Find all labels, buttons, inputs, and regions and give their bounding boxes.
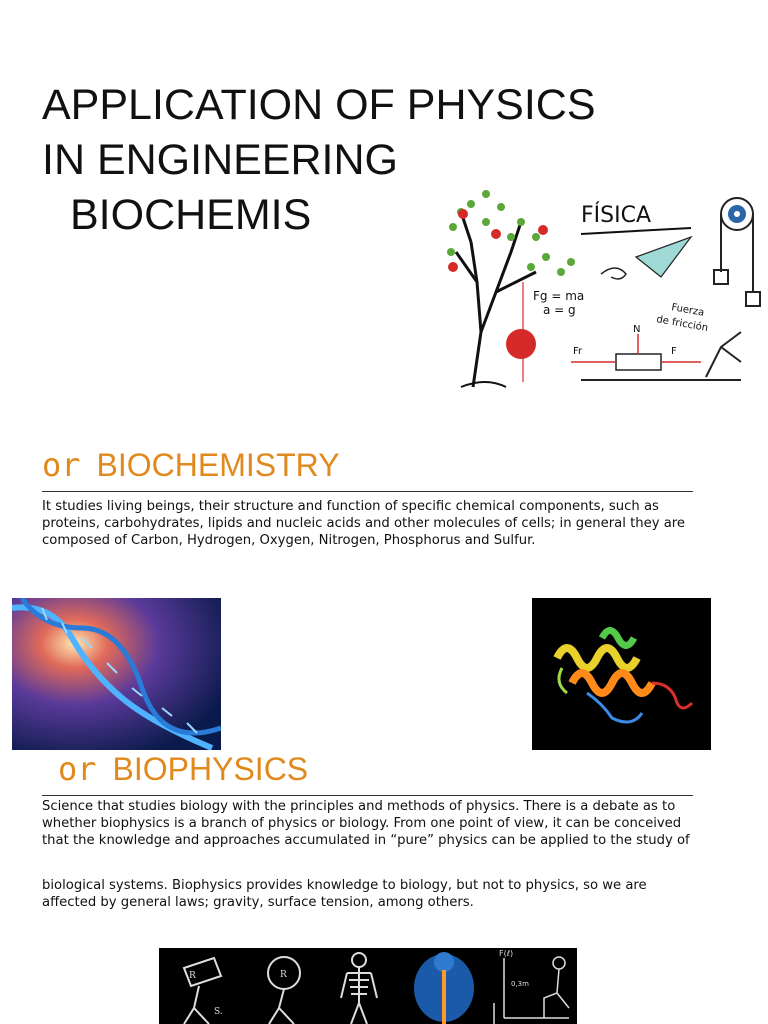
section-heading-biophysics — [58, 750, 308, 788]
formula-1: Fg = ma — [533, 289, 585, 303]
dna-helix-image — [12, 598, 221, 750]
heading-label: BIOCHEMISTRY — [96, 447, 340, 483]
formula-2: a = g — [543, 303, 576, 317]
bullet-marker: or — [42, 446, 81, 484]
section-divider — [42, 491, 693, 492]
section-heading-biochemistry — [42, 446, 340, 484]
biophysics-paragraph-1: Science that studies biology with the principles and methods of physics. There is a debate as to whether biophysics is a branch of physics or biology. From one point of view, it can be conceived that the knowledge and approaches accumulated in “pure” physics can be applied to the study of — [42, 799, 690, 848]
force-left-label: Fr — [573, 346, 583, 357]
title-line-3: BIOCHEMIS — [70, 191, 312, 239]
heading-label: BIOPHYSICS — [112, 751, 309, 787]
s-label: S. — [214, 1007, 223, 1017]
physics-sketch-image — [441, 182, 765, 392]
force-right-label: F — [671, 346, 677, 357]
sketch-heading: FÍSICA — [581, 203, 652, 228]
paper-plane — [636, 237, 691, 277]
tree-leaves — [447, 190, 575, 276]
r-label-1: R — [189, 971, 196, 981]
force-label: F(ℓ) — [499, 949, 514, 958]
protein-structure-image — [532, 598, 711, 750]
title-line-2: IN ENGINEERING — [42, 136, 398, 184]
normal-force-label: N — [633, 324, 641, 335]
block-and-forces — [571, 332, 741, 380]
friction-label-2: de fricción — [655, 314, 709, 335]
bullet-marker: or — [58, 750, 97, 788]
title-line-1: APPLICATION OF PHYSICS — [42, 81, 596, 129]
section-divider — [42, 795, 693, 796]
biophysics-figures-image — [159, 948, 577, 1024]
pulley — [714, 198, 760, 306]
biophysics-paragraph-2: biological systems. Biophysics provides knowledge to biology, but not to physics, so we are affected by general laws; gravity, surface tension, among others. — [42, 878, 647, 910]
length-label: 0,3m — [511, 980, 529, 988]
r-label-2: R — [280, 970, 287, 980]
friction-label-1: Fuerza — [670, 302, 706, 319]
biochemistry-paragraph: It studies living beings, their structure and function of specific chemical components, such as proteins, carbohydrates, lipids and nucleic acids and other molecules of cells; in general they are composed of Carbon, Hydrogen, Oxygen, Nitrogen, Phosphorus and Sulfur. — [42, 499, 686, 548]
